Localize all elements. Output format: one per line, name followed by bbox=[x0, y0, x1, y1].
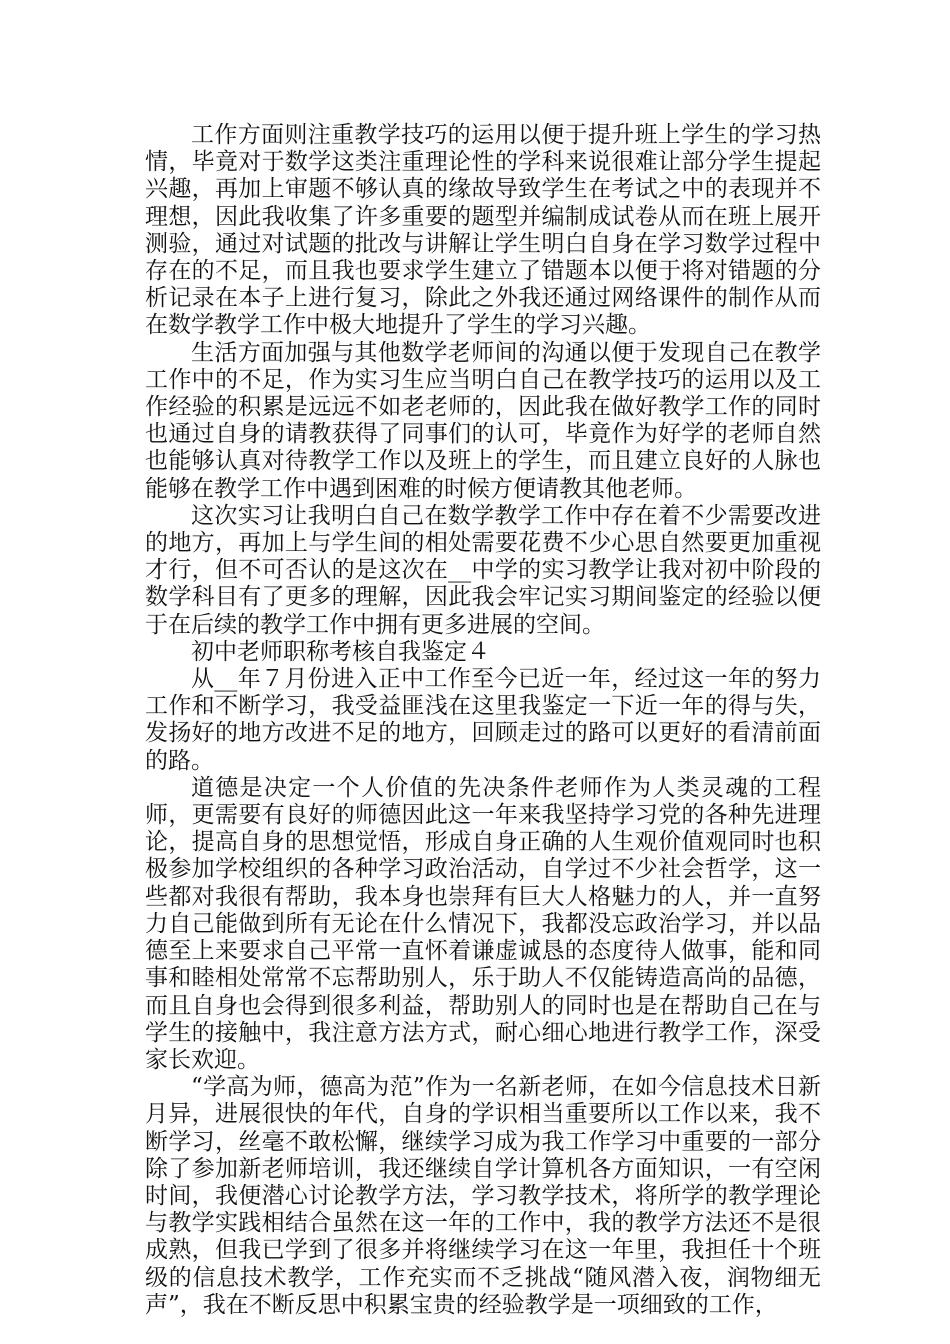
paragraph-communication: 生活方面加强与其他数学老师间的沟通以便于发现自己在教学工作中的不足，作为实习生应当明白自己在教学技巧的运用以及工作经验的积累是远远不如老老师的，因此我在做好教学工作的同时也通过自身的请教获得了同事们的认可，毕竟作为好学的老师自然也能够认真对待教学工作以及班上的学生，而且建立良好的人脉也能够在教学工作中遇到困难的时候方便请教其他老师。 bbox=[145, 339, 821, 502]
document-page bbox=[145, 122, 821, 1319]
paragraph-ethics: 道德是决定一个人价值的先决条件老师作为人类灵魂的工程师，更需要有良好的师德因此这一年来我坚持学习党的各种先进理论，提高自身的思想觉悟，形成自身正确的人生观价值观同时也积极参加学校组织的各种学习政治活动，自学过不少社会哲学，这一些都对我很有帮助，我本身也崇拜有巨大人格魅力的人，并一直努力自己能做到所有无论在什么情况下，我都没忘政治学习，并以品德至上来要求自己平常一直怀着谦虚诚恳的态度待人做事，能和同事和睦相处常常不忘帮助别人，乐于助人不仅能铸造高尚的品德，而且自身也会得到很多利益，帮助别人的同时也是在帮助自己在与学生的接触中，我注意方法方式，耐心细心地进行教学工作，深受家长欢迎。 bbox=[145, 774, 821, 1073]
paragraph-learning: “学高为师，德高为范”作为一名新老师，在如今信息技术日新月异，进展很快的年代，自身的学识相当重要所以工作以来，我不断学习，丝毫不敢松懈，继续学习成为我工作学习中重要的一部分除了参加新老师培训，我还继续自学计算机各方面知识，一有空闲时间，我便潜心讨论教学方法，学习教学技术，将所学的教学理论与教学实践相结合虽然在这一年的工作中，我的教学方法还不是很成熟，但我已学到了很多并将继续学习在这一年里，我担任十个班级的信息技术教学，工作充实而不乏挑战“随风潜入夜，润物细无声”，我在不断反思中积累宝贵的经验教学是一项细致的工作， bbox=[145, 1074, 821, 1318]
paragraph-teaching-methods: 工作方面则注重教学技巧的运用以便于提升班上学生的学习热情，毕竟对于数学这类注重理论性的学科来说很难让部分学生提起兴趣，再加上审题不够认真的缘故导致学生在考试之中的表现并不理想，因此我收集了许多重要的题型并编制成试卷从而在班上展开测验，通过对试题的批改与讲解让学生明白自身在学习数学过程中存在的不足，而且我也要求学生建立了错题本以便于将对错题的分析记录在本子上进行复习，除此之外我还通过网络课件的制作从而在数学教学工作中极大地提升了学生的学习兴趣。 bbox=[145, 122, 821, 339]
paragraph-internship-summary: 这次实习让我明白自己在数学教学工作中存在着不少需要改进的地方，再加上与学生间的相处需要花费不少心思自然要更加重视才行，但不可否认的是这次在__中学的实习教学让我对初中阶段的数学科目有了更多的理解，因此我会牢记实习期间鉴定的经验以便于在后续的教学工作中拥有更多进展的空间。 bbox=[145, 502, 821, 638]
paragraph-one-year-review: 从__年７月份进入正中工作至今已近一年，经过这一年的努力工作和不断学习，我受益匪浅在这里我鉴定一下近一年的得与失，发扬好的地方改进不足的地方，回顾走过的路可以更好的看清前面的路。 bbox=[145, 666, 821, 774]
section-heading: 初中老师职称考核自我鉴定４ bbox=[191, 638, 490, 665]
